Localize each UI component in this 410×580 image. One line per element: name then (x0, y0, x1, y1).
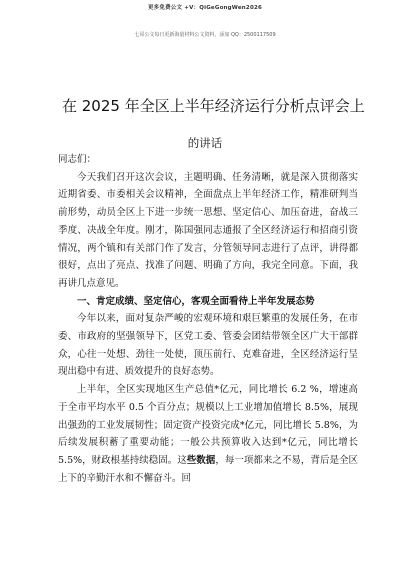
document-title: 在 2025 年全区上半年经济运行分析点评会上 (62, 97, 365, 115)
paragraph: 今年以来，面对复杂严峻的宏观环境和艰巨繁重的发展任务，在市委、市政府的坚强领导下，区党工委、管委会团结带领全区广大干部群众，心往一处想、劲往一处使，顶压前行、克难奋进，全区经济运行呈现出稳中有进、质效提升的良好态势。 (58, 313, 358, 378)
paragraph (58, 381, 358, 487)
paragraph: 今天我们召开这次会议，主题明确、任务清晰，就是深入贯彻落实近期省委、市委相关会议精神，全面盘点上半年经济工作，精准研判当前形势，动员全区上下进一步统一思想、坚定信心、加压奋进，奋战三季度、决战全年度。刚才，陈国强同志通报了全区经济运行和招商引资情况，两个镇和有关部门作了发言，分管领导同志进行了点评，讲得都很好，点出了亮点、找准了问题、明确了方向，我完全同意。下面，我再讲几点意见。 (58, 171, 358, 289)
document-subtitle: 的讲话 (187, 136, 223, 150)
notice-line: 七哥公文每日更新海量材料公文资料，添加 QQ：2500117509 (134, 32, 276, 38)
salutation: 同志们： (58, 154, 97, 165)
paragraph-text: ，每一项都来之不易，背后是全区上下的辛勤汗水和不懈奋斗。回 (58, 454, 358, 484)
emphasis-text: 些数据 (186, 454, 216, 466)
document-body (58, 148, 358, 487)
section-heading: 一、肯定成绩、坚定信心，客观全面看待上半年发展态势 (77, 295, 315, 307)
paragraph-text: 上半年，全区实现地区生产总值*亿元，同比增长 6.2 %，增速高于全市平均水平 0.5 个百分点；规模以上工业增加值增长 8.5%，展现出强劲的工业发展韧性；固定资产投资完成*亿元，同比增长 5.8%，为后续发展积蓄了重要动能；一般公共预算收入达到*亿元，同比增长 5.5%，财政根基持续稳固。这 (58, 384, 358, 466)
promo-banner: 更多免费公文 +V：QiGeGongWen2026 (147, 5, 263, 11)
